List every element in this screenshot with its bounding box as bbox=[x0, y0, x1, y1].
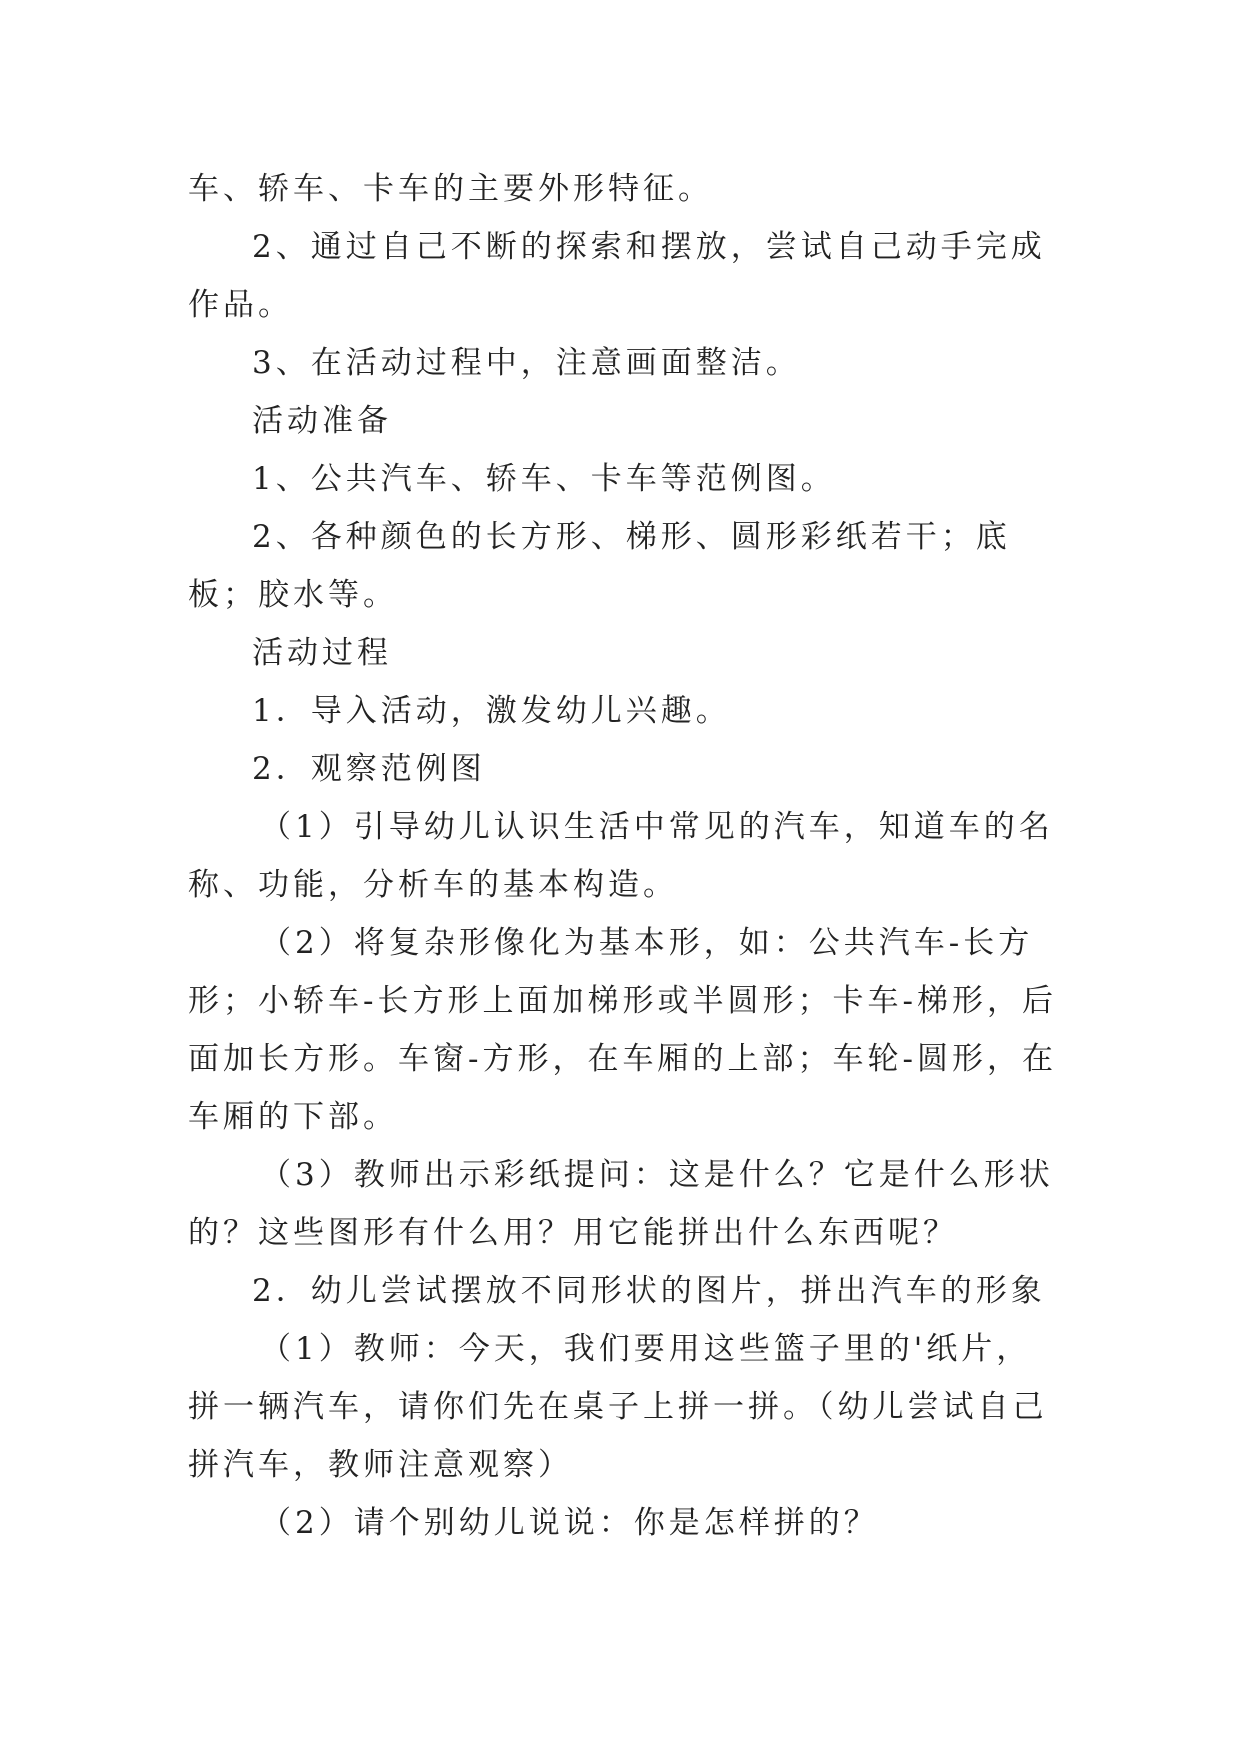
paragraph-process-2-sub-3: （3）教师出示彩纸提问：这是什么？它是什么形状的？这些图形有什么用？用它能拼出什么东西呢？ bbox=[188, 1157, 1054, 1251]
paragraph-process-3-sub-2: （2）请个别幼儿说说：你是怎样拼的？ bbox=[260, 1505, 879, 1541]
paragraph-process-3: 2．幼儿尝试摆放不同形状的图片，拼出汽车的形象 bbox=[252, 1273, 1046, 1309]
paragraph-process-2: 2．观察范例图 bbox=[252, 751, 486, 787]
document-body bbox=[188, 160, 1058, 1552]
paragraph-objective-2: 2、通过自己不断的探索和摆放，尝试自己动手完成作品。 bbox=[188, 229, 1046, 323]
paragraph-process-2-sub-1: （1）引导幼儿认识生活中常见的汽车，知道车的名称、功能，分析车的基本构造。 bbox=[188, 809, 1054, 903]
paragraph-process-3-sub-1: （1）教师：今天，我们要用这些篮子里的'纸片，拼一辆汽车，请你们先在桌子上拼一拼。（幼儿尝试自己拼汽车，教师注意观察） bbox=[188, 1331, 1048, 1483]
paragraph-objective-3: 3、在活动过程中，注意画面整洁。 bbox=[252, 345, 801, 381]
paragraph-process-1: 1．导入活动，激发幼儿兴趣。 bbox=[252, 693, 731, 729]
heading-activity-preparation: 活动准备 bbox=[252, 403, 392, 439]
paragraph-preparation-2: 2、各种颜色的长方形、梯形、圆形彩纸若干；底板；胶水等。 bbox=[188, 519, 1011, 613]
paragraph-process-2-sub-2: （2）将复杂形像化为基本形，如：公共汽车-长方形；小轿车-长方形上面加梯形或半圆形；卡车-梯形，后面加长方形。车窗-方形，在车厢的上部；车轮-圆形，在车厢的下部。 bbox=[188, 925, 1057, 1135]
paragraph-objective-1-cont: 车、轿车、卡车的主要外形特征。 bbox=[188, 171, 713, 207]
heading-activity-process: 活动过程 bbox=[252, 635, 392, 671]
paragraph-preparation-1: 1、公共汽车、轿车、卡车等范例图。 bbox=[252, 461, 836, 497]
